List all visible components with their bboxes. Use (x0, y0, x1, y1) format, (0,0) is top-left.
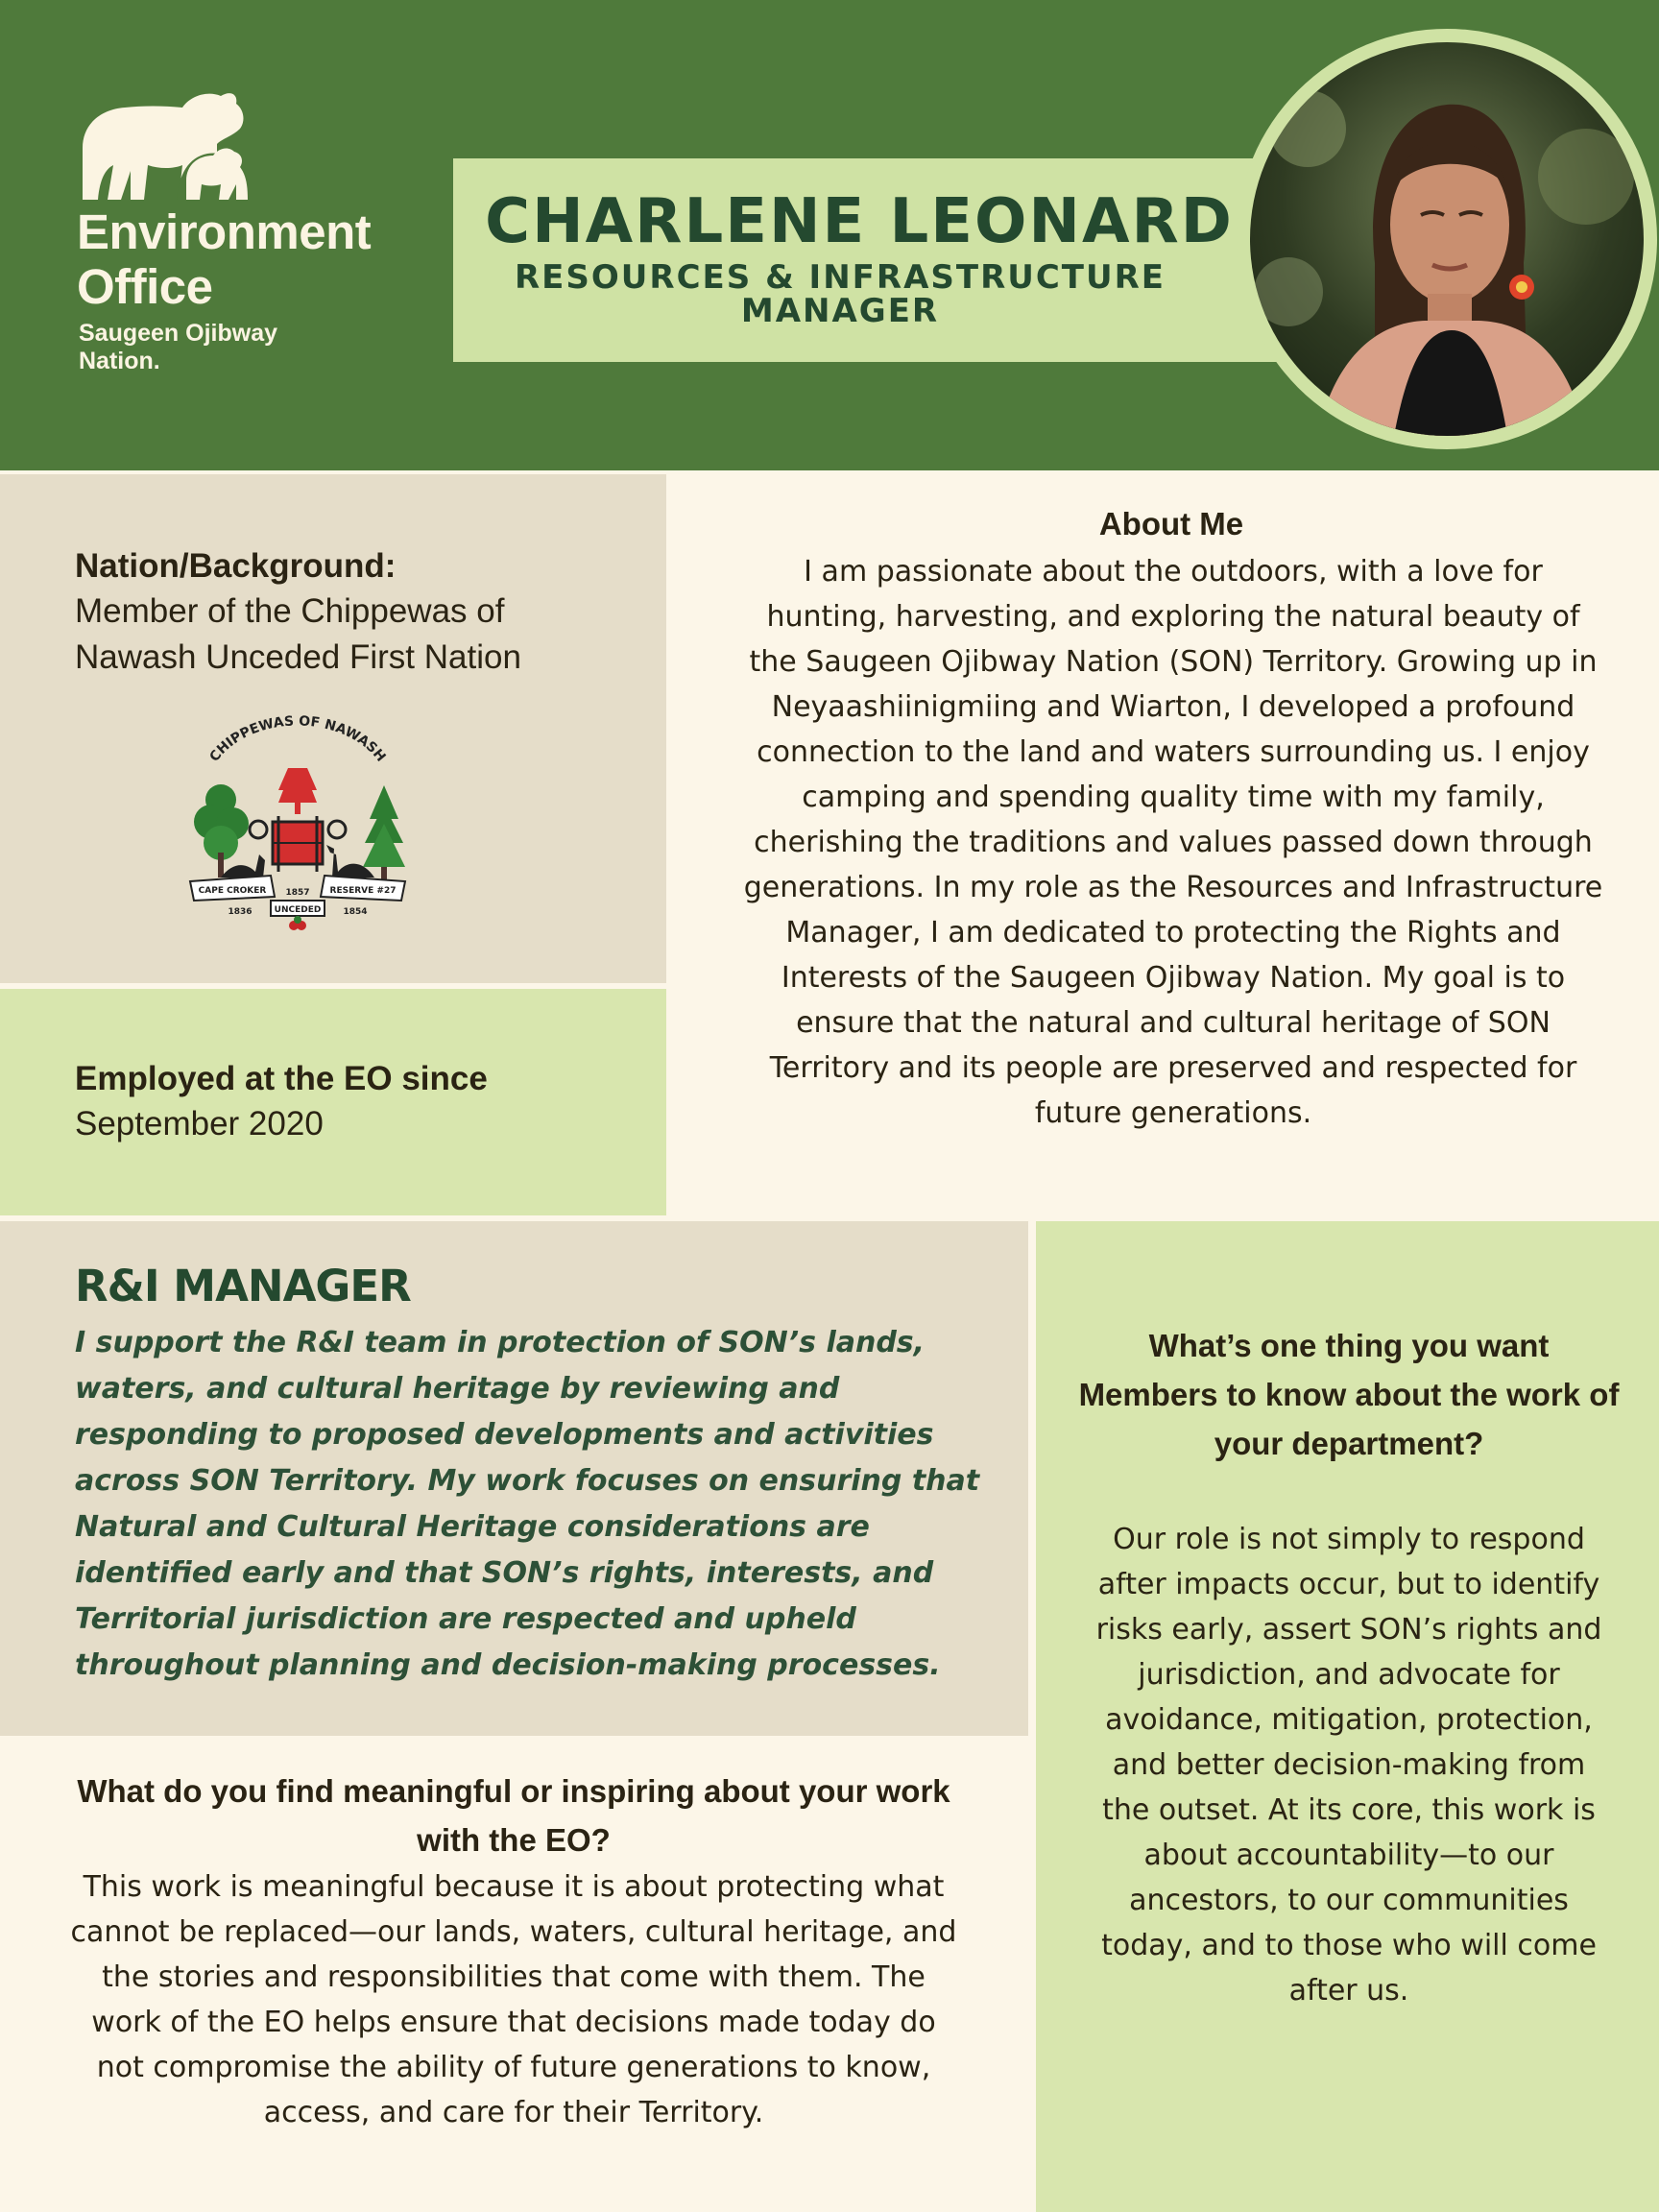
role-text: I support the R&I team in protection of SON’s lands, waters, and cultural heritage by reviewing and responding to proposed developments and activities across SON Territory. My work focuses on ensuring that Natural and Cultural Heritage considerations are identified early and that SON’s rights, interests, and Territorial jurisdiction are respected and upheld throughout planning and decision-making processes. (75, 1326, 980, 1682)
org-sub-line1: Saugeen Ojibway (79, 320, 278, 347)
org-name-line2: Office (77, 259, 213, 314)
emblem-right-banner: RESERVE #27 (329, 886, 397, 896)
nawash-emblem-icon (182, 709, 413, 935)
nation-value: Member of the Chippewas of Nawash Unceded First Nation (75, 592, 521, 676)
portrait-photo (1250, 42, 1644, 436)
nation-label: Nation/Background: (75, 547, 397, 585)
emblem-bottom-banner: UNCEDED (274, 905, 322, 915)
about-text: I am passionate about the outdoors, with a love for hunting, harvesting, and exploring the natural beauty of the Saugeen Ojibway Nation (SON) Territory. Growing up in Neyaashiinigmiing and Wiarton, I developed a profound connection to the land and waters surrounding us. I enjoy camping and spending quality time with my family, cherishing the traditions and values passed down through generations. In my role as the Resources and Infrastructure Manager, I am dedicated to protecting the Rights and Interests of the Saugeen Ojibway Nation. My goal is to ensure that the natural and cultural heritage of SON Territory and its people are preserved and respected for future generations. (743, 555, 1603, 1130)
question-text: Our role is not simply to respond after impacts occur, but to identify risks early, assert SON’s rights and jurisdiction, and advocate for avoidance, mitigation, protection, and better decision-making from the outset. At its core, this work is about accountability—to our ancestors, to our communities today, and to those who will come after us. (1095, 1523, 1602, 2008)
about-heading: About Me (1098, 506, 1244, 541)
emblem-year-center: 1857 (285, 888, 310, 898)
emblem-left-banner: CAPE CROKER (198, 886, 267, 896)
meaning-heading: What do you find meaningful or inspiring about your work with the EO? (77, 1773, 950, 1858)
emblem-arc-text: CHIPPEWAS OF NAWASH (206, 713, 389, 765)
role-heading: R&I MANAGER (75, 1261, 411, 1311)
emblem-year-left: 1836 (228, 907, 252, 917)
person-name: CHARLENE LEONARD (485, 186, 1234, 257)
person-title: RESOURCES & INFRASTRUCTURE MANAGER (514, 258, 1166, 330)
meaning-text: This work is meaningful because it is about protecting what cannot be replaced—our lands, waters, cultural heritage, and the stories and responsibilities that come with them. The work of the EO helps ensure that decisions made today do not compromise the ability of future generations to know, access, and care for their Territory. (70, 1870, 957, 2129)
employment-label: Employed at the EO since (75, 1060, 488, 1097)
org-name-line1: Environment (77, 204, 372, 259)
employment-value: September 2020 (75, 1105, 324, 1142)
emblem-year-right: 1854 (343, 907, 368, 917)
portrait-frame (1237, 29, 1657, 449)
question-heading: What’s one thing you want Members to know about the work of your department? (1078, 1328, 1620, 1461)
org-sub-line2: Nation. (79, 348, 160, 374)
bears-logo-icon (75, 88, 267, 200)
svg-text:CHIPPEWAS OF NAWASH (206, 713, 388, 764)
